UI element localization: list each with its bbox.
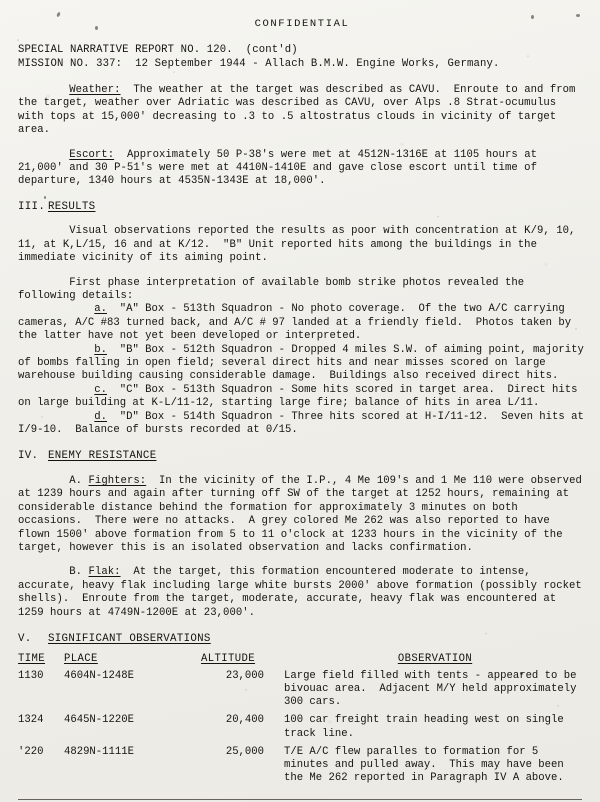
- report-number-line: SPECIAL NARRATIVE REPORT NO. 120. (cont'd): [18, 44, 298, 56]
- enemy-resistance-item-a: [18, 474, 589, 555]
- section-heading-enemy-resistance: [18, 450, 586, 464]
- results-item-c: [18, 384, 586, 411]
- item-text: "B" Box - 512th Squadron - Dropped 4 miles S.W. of aiming point, majority of bombs falling in open field; several direct hits and near misses scored on large warehouse building causing considerable damage. Buildings also received direct hits.: [18, 343, 591, 383]
- item-text: "A" Box - 513th Squadron - No photo coverage. Of the two A/C carrying cameras, A/C #83 turned back, and A/C # 97 landed at a friendly field. Photos taken by the latter have not yet been developed or interpreted.: [18, 303, 578, 343]
- results-paragraph-1: Visual observations reported the results as poor with concentration at K/9, 10, 11, at K,L/15, 16 and at K/12. "B" Unit reported hits among the buildings in the immediate vicinity of its aiming point.: [18, 225, 582, 265]
- enemy-resistance-item-b: [18, 566, 589, 620]
- escort-text: Approximately 50 P-38's were met at 4512N-1316E at 1105 hours at 21,000' and 30 P-51's were met at 4410N-1410E and gave close escort until time of departure, 1340 hours at 4535N-1343E at 18,000'.: [18, 148, 544, 188]
- item-marker: A.: [69, 474, 83, 487]
- item-label: Flak:: [88, 566, 121, 579]
- item-text: "C" Box - 513th Squadron - Some hits scored in target area. Direct hits on large building at K-L/11-12, starting large fire; balance of hits in area L/11.: [18, 383, 584, 410]
- column-header-altitude: ALTITUDE: [200, 652, 256, 665]
- cell-place: 4645N-1220E: [64, 714, 134, 727]
- item-marker: b.: [94, 343, 108, 356]
- column-header-place: PLACE: [64, 652, 98, 665]
- escort-label: Escort:: [69, 148, 115, 161]
- page-bottom-rule: [18, 799, 582, 800]
- table-row: [18, 669, 586, 714]
- cell-place: 4829N-1111E: [64, 745, 134, 758]
- cell-time: 1324: [18, 714, 44, 727]
- cell-observation: 100 car freight train heading west on single track line.: [284, 714, 571, 740]
- ink-smudge: [56, 12, 61, 18]
- item-text: In the vicinity of the I.P., 4 Me 109's and 1 Me 110 were observed at 1239 hours and again after turning off SW of the target at 1252 hours, remaining at considerable distance behind the formation for approximately 3 minutes on both occasions. There were no attacks. A grey colored Me 262 was also reported to have flown 1500' above formation from 5 to 11 o'clock at 1233 hours in the vicinity of the target, however this is an isolated observation and lacks confirmation.: [18, 474, 589, 554]
- column-header-time: TIME: [18, 652, 46, 665]
- table-row: [18, 713, 586, 744]
- cell-observation: T/E A/C flew paralles to formation for 5 minutes and pulled away. This may have been the Me 262 reported in Paragraph IV A above.: [284, 745, 571, 785]
- weather-label: Weather:: [69, 84, 121, 96]
- section-title: SIGNIFICANT OBSERVATIONS: [48, 633, 211, 645]
- item-marker: c.: [94, 383, 108, 396]
- item-marker: B.: [69, 566, 83, 579]
- cell-altitude: 25,000: [225, 745, 264, 758]
- document-body: [0, 18, 600, 789]
- item-text: "D" Box - 514th Squadron - Three hits scored at H-I/11-12. Seven hits at I/9-10. Balance of bursts recorded at 0/15.: [18, 410, 591, 437]
- results-item-a: [18, 303, 586, 343]
- table-row: [18, 745, 586, 790]
- mission-number-line: MISSION NO. 337: 12 September 1944 - Allach B.M.W. Engine Works, Germany.: [18, 57, 500, 70]
- item-marker: a.: [94, 303, 108, 316]
- item-marker: d.: [94, 410, 108, 423]
- cell-altitude: 23,000: [225, 669, 264, 682]
- weather-paragraph: [18, 84, 586, 138]
- section-heading-results: [18, 201, 586, 215]
- section-number: III.: [18, 200, 46, 213]
- results-item-b: [18, 343, 591, 384]
- classification-marking: CONFIDENTIAL: [254, 18, 350, 30]
- results-item-d: [18, 410, 591, 438]
- cell-observation: Large field filled with tents - appeared to be bivouac area. Adjacent M/Y held approximately 300 cars.: [284, 669, 583, 709]
- cell-altitude: 20,400: [225, 714, 264, 727]
- cell-time: 1130: [18, 669, 44, 682]
- significant-observations-table: [18, 653, 586, 790]
- item-text: At the target, this formation encountered moderate to intense, accurate, heavy flak including large white bursts 2000' above formation (possibly rocket shells). Enroute from the target, moderate, accurate, heavy flak was encountered at 1259 hours at 4749N-1200E at 23,000'.: [18, 566, 589, 619]
- cell-time: '220: [18, 745, 44, 758]
- column-header-observation: OBSERVATION: [397, 652, 473, 665]
- section-title: ENEMY RESISTANCE: [48, 450, 157, 463]
- section-heading-significant-observations: [18, 633, 586, 647]
- escort-paragraph: [18, 149, 586, 189]
- section-title: RESULTS: [48, 200, 96, 213]
- results-paragraph-2: First phase interpretation of available bomb strike photos revealed the following details:: [18, 276, 531, 302]
- item-label: Fighters:: [88, 474, 147, 487]
- cell-place: 4604N-1248E: [64, 669, 134, 682]
- weather-text: The weather at the target was described as CAVU. Enroute to and from the target, weather over Adriatic was described as CAVU, over Alps .8 Strat-ocumulus with tops at 15,000' decreasing to .3 to .5 altostratus clouds in vicinity of target area.: [18, 84, 582, 137]
- table-header-row: [18, 653, 586, 669]
- section-number: IV.: [18, 450, 39, 463]
- section-number: V.: [18, 633, 32, 645]
- ink-smudge: [576, 14, 580, 17]
